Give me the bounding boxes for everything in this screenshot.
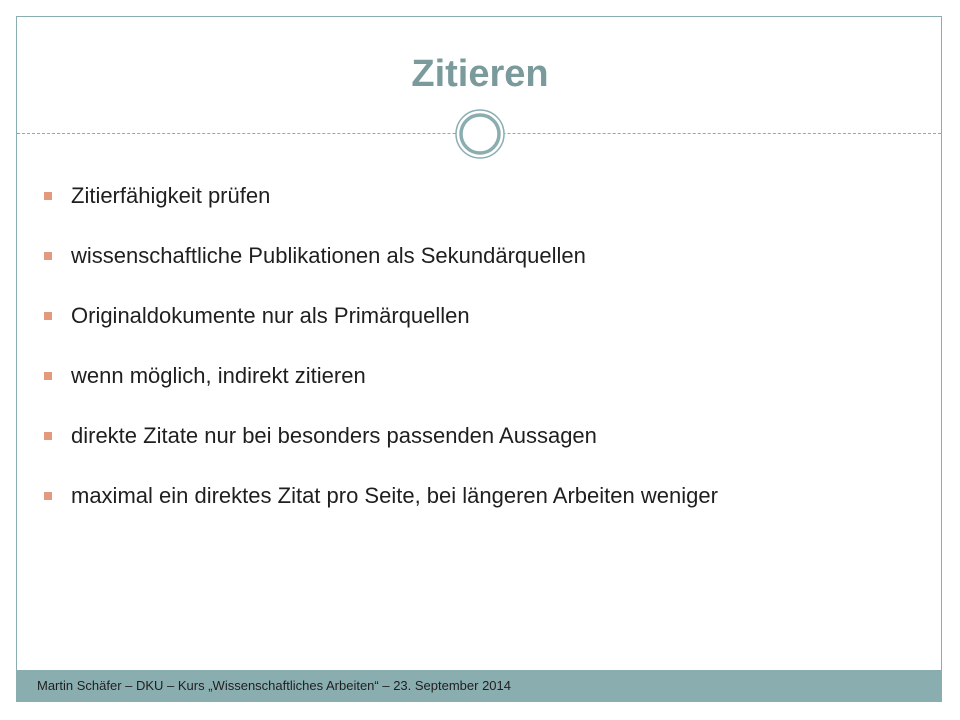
bullet-text: Zitierfähigkeit prüfen <box>71 183 271 208</box>
list-item <box>44 296 924 356</box>
bullet-text: wenn möglich, indirekt zitieren <box>71 363 366 388</box>
square-bullet-icon <box>44 252 52 260</box>
square-bullet-icon <box>44 432 52 440</box>
bullet-list <box>44 176 924 536</box>
slide-title: Zitieren <box>411 53 549 95</box>
list-item <box>44 176 924 236</box>
bullet-text: maximal ein direktes Zitat pro Seite, bei längeren Arbeiten weniger <box>71 483 718 508</box>
list-item <box>44 476 924 536</box>
footer-text: Martin Schäfer – DKU – Kurs „Wissenschaftliches Arbeiten“ – 23. September 2014 <box>37 678 511 693</box>
bullet-text: wissenschaftliche Publikationen als Sekundärquellen <box>71 243 586 268</box>
bullet-text: direkte Zitate nur bei besonders passenden Aussagen <box>71 423 597 448</box>
square-bullet-icon <box>44 492 52 500</box>
list-item <box>44 236 924 296</box>
bullet-text: Originaldokumente nur als Primärquellen <box>71 303 470 328</box>
double-ring-circle-icon <box>455 109 505 159</box>
square-bullet-icon <box>44 372 52 380</box>
square-bullet-icon <box>44 192 52 200</box>
square-bullet-icon <box>44 312 52 320</box>
list-item <box>44 416 924 476</box>
list-item <box>44 356 924 416</box>
